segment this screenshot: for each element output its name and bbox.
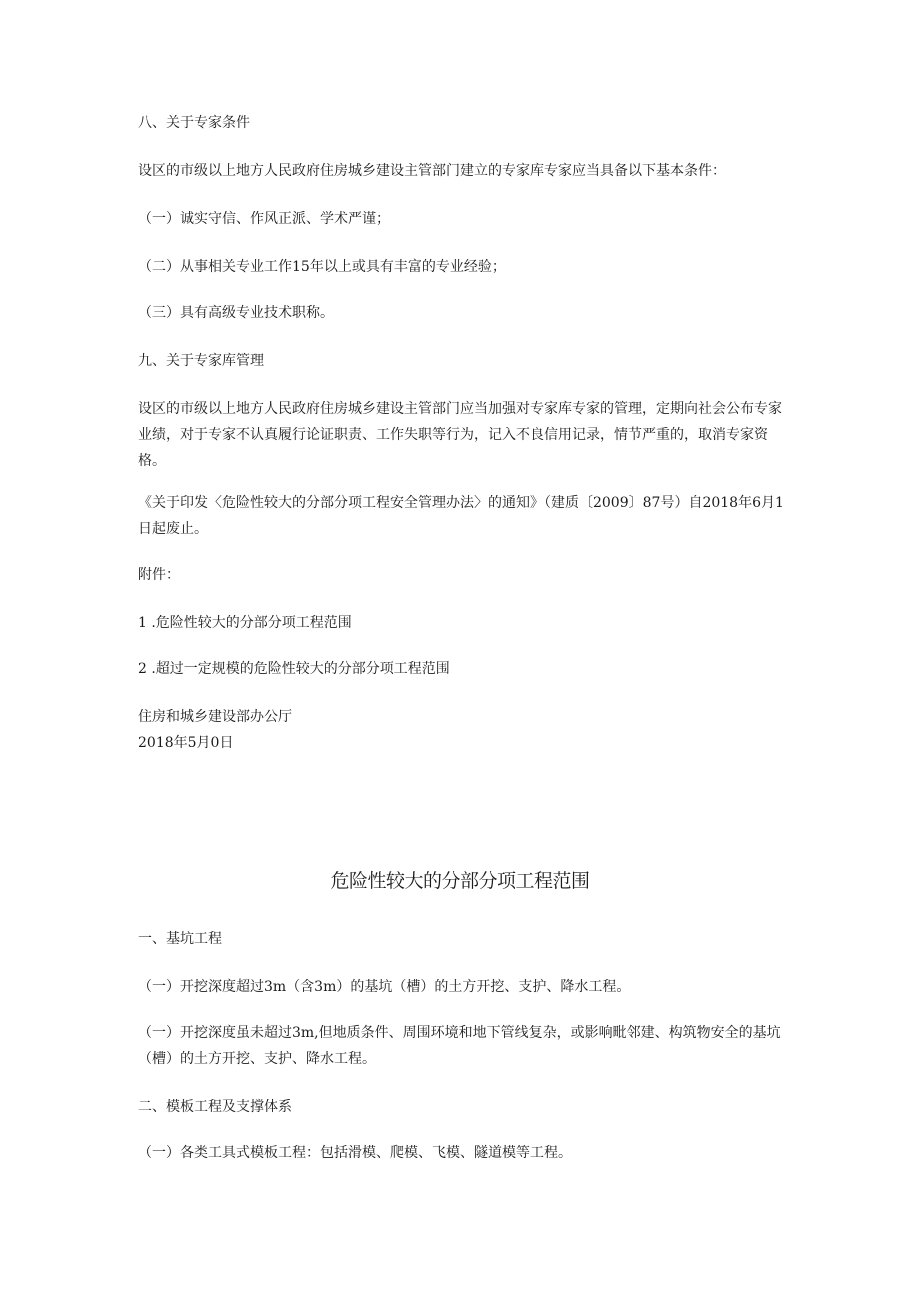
issue-date: 2018年5月0日 — [138, 735, 234, 751]
issuer-name: 住房和城乡建设部办公厅 — [138, 709, 292, 725]
attachment-item-1: 1 .危险性较大的分部分项工程范围 — [138, 615, 352, 631]
section-eight-intro: 设区的市级以上地方人民政府住房城乡建设主管部门建立的专家库专家应当具备以下基本条件： — [138, 163, 726, 179]
section-nine-heading: 九、关于专家库管理 — [138, 353, 264, 369]
expert-condition-1: （一）诚实守信、作风正派、学术严谨； — [138, 211, 390, 227]
part-one-item-2: （一）开挖深度虽未超过3m,但地质条件、周围环境和地下管线复杂，或影响毗邻建、构筑物安全的基坑（槽）的土方开挖、支护、降水工程。 — [138, 1025, 781, 1067]
section-eight-heading: 八、关于专家条件 — [138, 115, 250, 131]
section-nine-body: 设区的市级以上地方人民政府住房城乡建设主管部门应当加强对专家库专家的管理，定期向社会公布专家业绩，对于专家不认真履行论证职责、工作失职等行为，记入不良信用记录，情节严重的，取消专家资格。 — [138, 401, 782, 469]
attachments-label: 附件： — [138, 567, 180, 583]
part-two-item-1: （一）各类工具式模板工程：包括滑模、爬模、飞模、隧道模等工程。 — [138, 1145, 572, 1161]
part-one-item-1: （一）开挖深度超过3m（含3m）的基坑（槽）的土方开挖、支护、降水工程。 — [138, 979, 631, 995]
section-title: 危险性较大的分部分项工程范围 — [330, 870, 590, 892]
expert-condition-3: （三）具有高级专业技术职称。 — [138, 305, 334, 321]
part-two-heading: 二、模板工程及支撑体系 — [138, 1099, 292, 1115]
expert-condition-2: （二）从事相关专业工作15年以上或具有丰富的专业经验； — [138, 259, 506, 275]
repeal-notice: 《关于印发〈危险性较大的分部分项工程安全管理办法〉的通知》（建质〔2009〕87号）自2018年6月1日起废止。 — [138, 495, 784, 537]
part-one-heading: 一、基坑工程 — [138, 931, 222, 947]
attachment-item-2: 2 .超过一定规模的危险性较大的分部分项工程范围 — [138, 661, 450, 677]
